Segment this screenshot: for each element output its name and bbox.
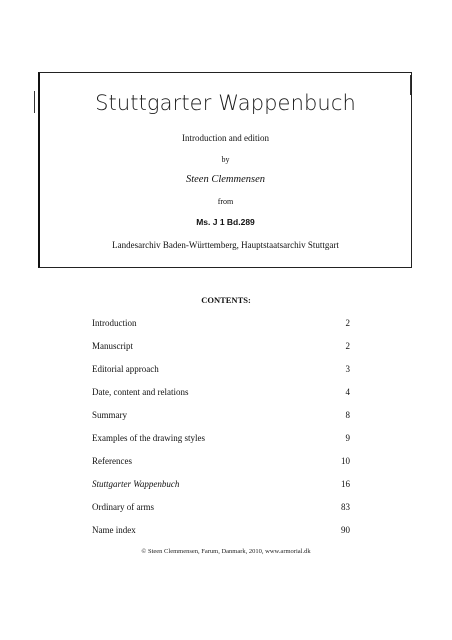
title-box [38,72,412,268]
by-line: by [221,155,230,164]
subtitle: Introduction and edition [182,133,269,143]
toc-entry-label: Examples of the drawing styles [92,433,205,443]
toc-entry-date-content-relations[interactable] [92,385,350,408]
toc-entry-label: Stuttgarter Wappenbuch [92,479,180,489]
toc-entry-label: Date, content and relations [92,387,189,397]
toc-entry-page: 16 [341,479,350,489]
toc-entry-name-index[interactable] [92,523,350,546]
from-line: from [217,197,234,206]
toc-entry-label: Ordinary of arms [92,502,154,512]
contents-heading: CONTENTS: [201,295,251,305]
toc-entry-label: Introduction [92,318,137,328]
toc-entry-page: 90 [341,525,350,535]
border-mark [34,91,35,113]
toc-entry-label: References [92,456,132,466]
toc-entry-editorial-approach[interactable] [92,362,350,385]
manuscript-reference: Ms. J 1 Bd.289 [196,217,255,227]
toc-entry-summary[interactable] [92,408,350,431]
toc-entry-page: 2 [345,341,350,351]
table-of-contents [92,316,350,546]
toc-entry-introduction[interactable] [92,316,350,339]
toc-entry-stuttgarter-wappenbuch[interactable] [92,477,350,500]
footer-copyright: © Steen Clemmensen, Farum, Danmark, 2010, www.armorial.dk [141,548,311,555]
toc-entry-label: Summary [92,410,127,420]
document-title: Stuttgarter Wappenbuch [95,91,356,115]
toc-entry-label: Name index [92,525,136,535]
toc-entry-references[interactable] [92,454,350,477]
toc-entry-label: Editorial approach [92,364,159,374]
toc-entry-page: 9 [345,433,350,443]
toc-entry-page: 3 [345,364,350,374]
toc-entry-page: 83 [341,502,350,512]
author-name: Steen Clemmensen [185,174,266,185]
archive-name: Landesarchiv Baden-Württemberg, Hauptstaatsarchiv Stuttgart [112,240,339,250]
toc-entry-page: 4 [345,387,350,397]
toc-entry-page: 8 [345,410,350,420]
toc-entry-page: 2 [345,318,350,328]
toc-entry-ordinary-of-arms[interactable] [92,500,350,523]
toc-entry-label: Manuscript [92,341,133,351]
toc-entry-page: 10 [341,456,350,466]
toc-entry-drawing-styles[interactable] [92,431,350,454]
toc-entry-manuscript[interactable] [92,339,350,362]
